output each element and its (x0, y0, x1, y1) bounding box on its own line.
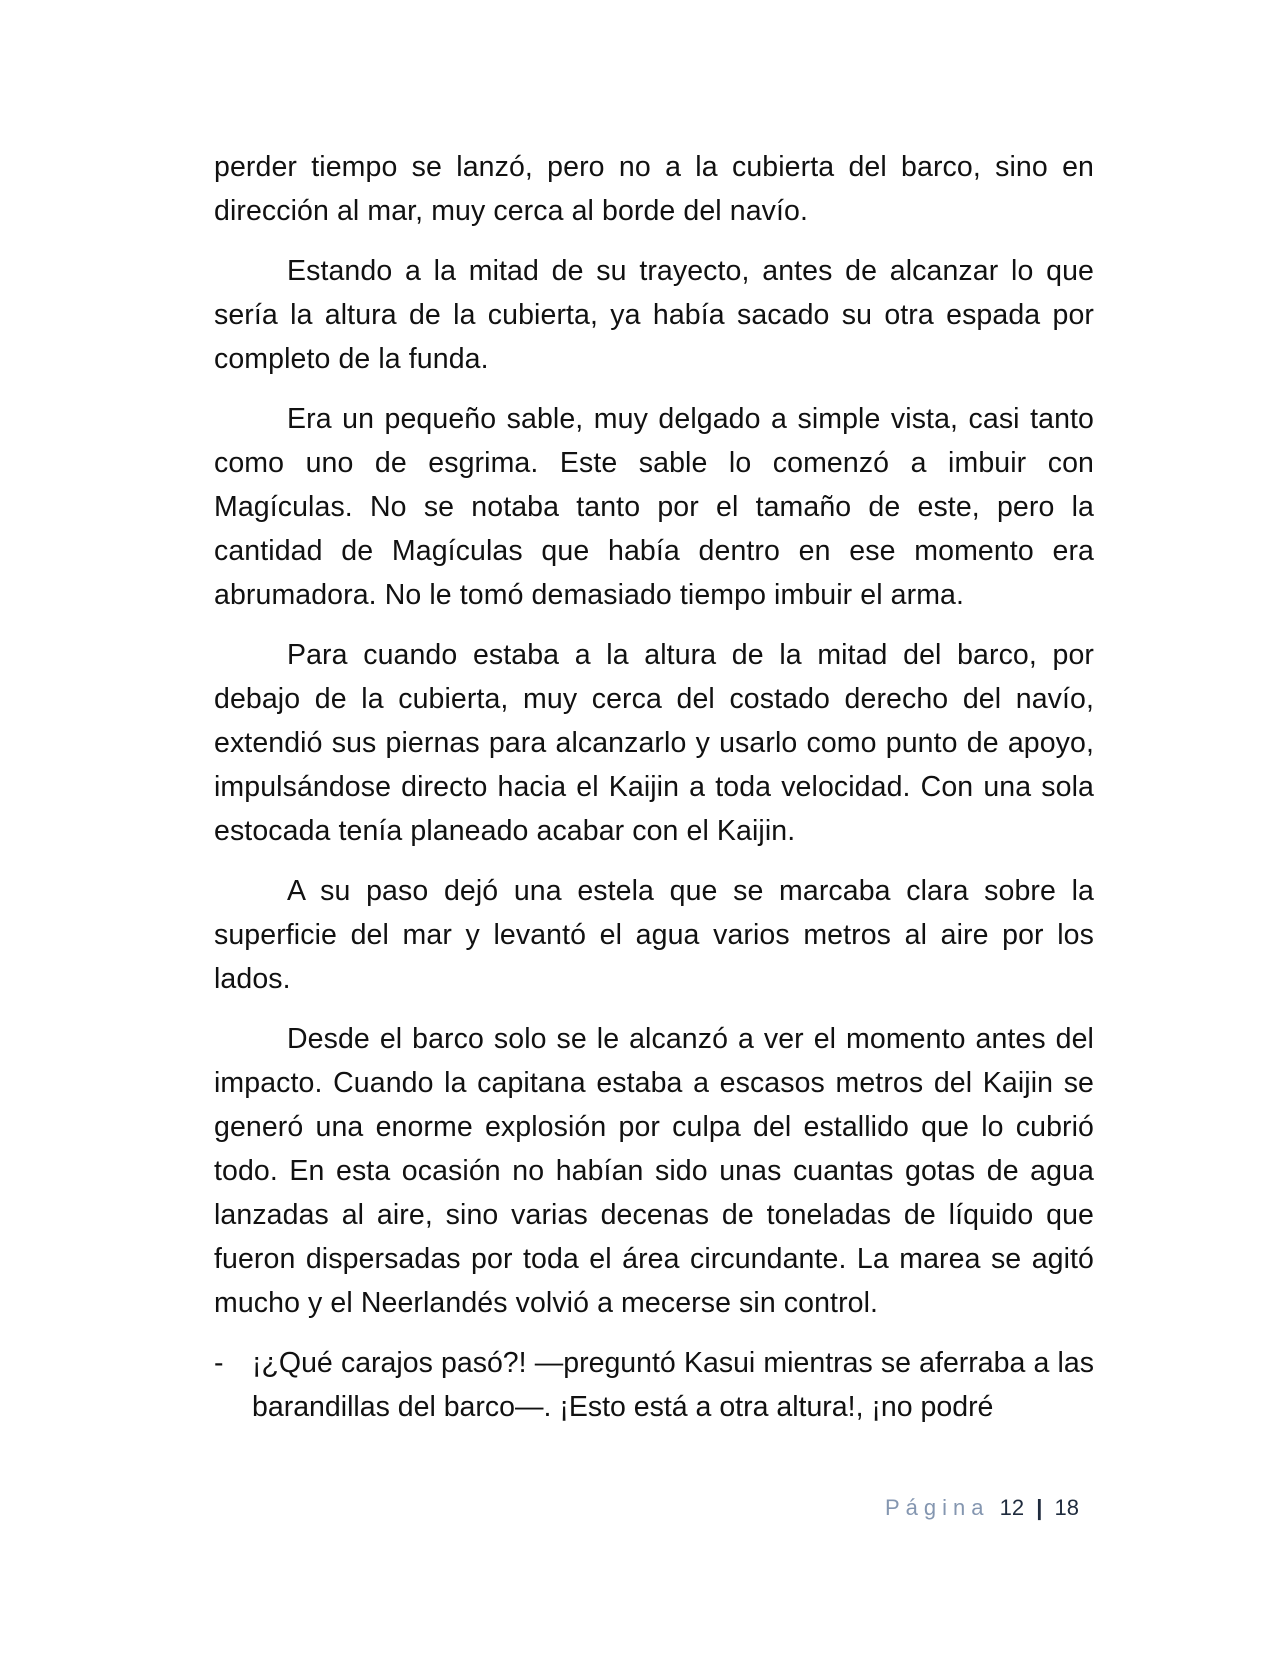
page-footer (885, 1494, 1079, 1522)
page-separator: | (1036, 1495, 1043, 1520)
paragraph: Estando a la mitad de su trayecto, antes de alcanzar lo que sería la altura de la cubierta, ya había sacado su otra espada por completo de la funda. (214, 255, 1094, 375)
page-total: 18 (1054, 1495, 1080, 1520)
paragraph: Desde el barco solo se le alcanzó a ver el momento antes del impacto. Cuando la capitana estaba a escasos metros del Kaijin se generó una enorme explosión por culpa del estallido que lo cubrió todo. En esta ocasión no habían sido unas cuantas gotas de agua lanzadas al aire, sino varias decenas de toneladas de líquido que fueron dispersadas por toda el área circundante. La marea se agitó mucho y el Neerlandés volvió a mecerse sin control. (214, 1023, 1094, 1319)
dialogue-text: ¡¿Qué carajos pasó?! —preguntó Kasui mientras se aferraba a las barandillas del barco—. ¡Esto está a otra altura!, ¡no podré (252, 1347, 1094, 1423)
paragraph: Para cuando estaba a la altura de la mitad del barco, por debajo de la cubierta, muy cerca del costado derecho del navío, extendió sus piernas para alcanzarlo y usarlo como punto de apoyo, impulsándose directo hacia el Kaijin a toda velocidad. Con una sola estocada tenía planeado acabar con el Kaijin. (214, 639, 1094, 847)
paragraph: perder tiempo se lanzó, pero no a la cubierta del barco, sino en dirección al mar, muy cerca al borde del navío. (214, 151, 1094, 227)
dialogue-line (214, 1341, 1094, 1429)
paragraph: A su paso dejó una estela que se marcaba clara sobre la superficie del mar y levantó el agua varios metros al aire por los lados. (214, 875, 1094, 995)
dialogue-dash: - (214, 1347, 224, 1379)
paragraph: Era un pequeño sable, muy delgado a simple vista, casi tanto como uno de esgrima. Este sable lo comenzó a imbuir con Magículas. No se notaba tanto por el tamaño de este, pero la cantidad de Magículas que había dentro en ese momento era abrumadora. No le tomó demasiado tiempo imbuir el arma. (214, 403, 1094, 611)
page-label: Página (885, 1495, 990, 1520)
body-text (214, 145, 1094, 1429)
page-number: 12 (999, 1495, 1025, 1520)
